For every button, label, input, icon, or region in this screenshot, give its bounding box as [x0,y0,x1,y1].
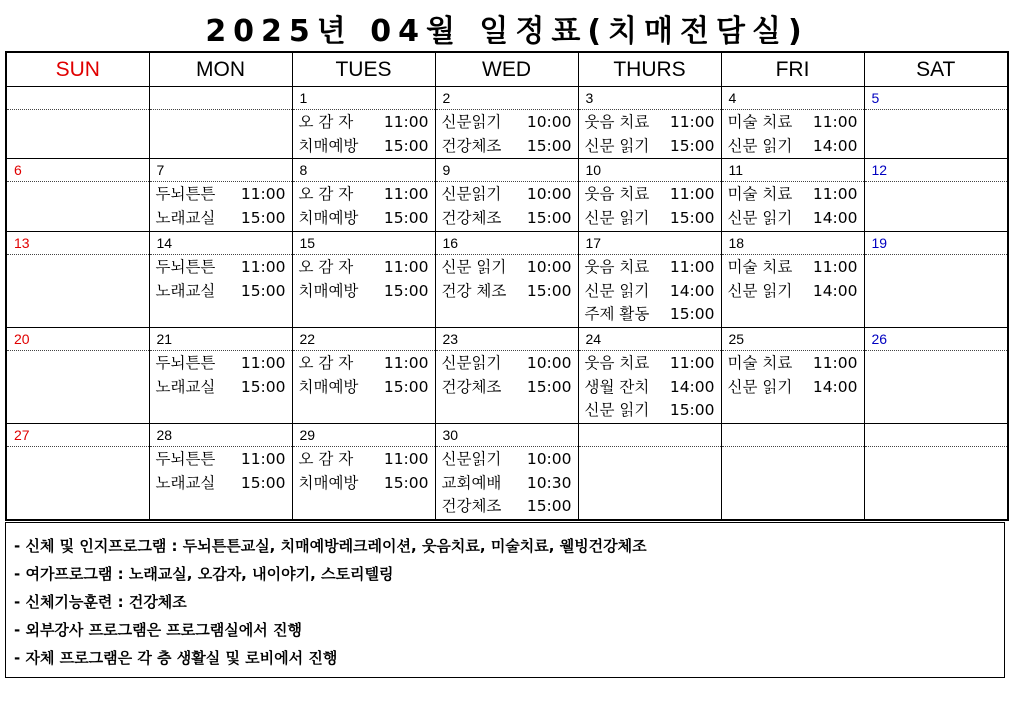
program-name: 미술 치료 [727,258,793,276]
date-number: 4 [721,87,864,110]
program-note: - 신체 및 인지프로그램 : 두뇌튼튼교실, 치매예방레크레이션, 웃음치료, 미술치료, 웰빙건강체조 [14,537,647,555]
day-cell [435,255,578,328]
week-date-row [6,328,1008,351]
program-name: 치매예방 [298,281,359,300]
day-cell [292,182,435,232]
program-name: 미술 치료 [727,185,793,203]
date-number: 6 [6,159,149,182]
week-date-row [6,232,1008,255]
program-time: 15:00 [669,208,715,227]
schedule-entry [299,256,435,280]
schedule-entry [585,303,721,327]
program-name: 건강체조 [441,136,502,155]
schedule-entry [156,207,292,231]
date-number: 28 [149,424,292,447]
program-name: 신문 읽기 [727,208,793,227]
day-cell [149,447,292,520]
date-number: 7 [149,159,292,182]
program-time: 11:00 [240,450,286,468]
program-name: 노래교실 [155,473,216,492]
day-cell [578,447,721,520]
day-cell [6,447,149,520]
day-cell [292,255,435,328]
program-name: 신문읽기 [441,113,502,131]
schedule-entry [728,111,864,135]
program-time: 15:00 [669,401,715,419]
program-time: 15:00 [526,281,572,300]
schedule-entry [728,183,864,207]
program-time: 15:00 [383,136,429,155]
schedule-entry [585,280,721,304]
date-number [6,87,149,110]
program-time: 10:00 [526,113,572,131]
date-number: 24 [578,328,721,351]
program-time: 14:00 [812,208,858,227]
date-number: 30 [435,424,578,447]
program-time: 15:00 [383,377,429,396]
day-cell [864,182,1008,232]
date-number: 17 [578,232,721,255]
schedule-entry [585,399,721,423]
day-cell [292,351,435,424]
program-time: 10:00 [526,450,572,468]
program-time: 15:00 [669,136,715,155]
date-number: 16 [435,232,578,255]
schedule-entry [156,376,292,400]
week-events-row [6,351,1008,424]
program-time: 11:00 [383,258,429,276]
day-cell [149,182,292,232]
program-name: 신문읽기 [441,450,502,468]
schedule-entry [299,135,435,159]
day-cell [721,255,864,328]
schedule-entry [442,135,578,159]
page-title: 2025년 04월 일정표(치매전담실) [205,14,809,49]
schedule-entry [156,256,292,280]
program-name: 미술 치료 [727,113,793,131]
program-time: 11:00 [812,185,858,203]
schedule-entry [585,207,721,231]
weekday-header-tue: TUES [292,52,435,87]
program-name: 주제 활동 [584,305,650,323]
week-date-row [6,159,1008,182]
schedule-entry [299,111,435,135]
date-number: 11 [721,159,864,182]
program-name: 신문읽기 [441,185,502,203]
program-note: - 외부강사 프로그램은 프로그램실에서 진행 [14,621,302,639]
schedule-entry [299,376,435,400]
program-time: 15:00 [383,281,429,300]
program-name: 오 감 자 [298,185,354,203]
day-cell [6,351,149,424]
schedule-entry [442,183,578,207]
date-number: 27 [6,424,149,447]
date-number: 14 [149,232,292,255]
schedule-entry [442,448,578,472]
program-time: 11:00 [383,450,429,468]
program-time: 15:00 [240,377,286,396]
weekday-header-fri: FRI [721,52,864,87]
schedule-entry [299,448,435,472]
program-name: 건강체조 [441,377,502,396]
schedule-entry [156,352,292,376]
program-time: 15:00 [526,208,572,227]
day-cell [6,110,149,159]
date-number: 10 [578,159,721,182]
date-number: 23 [435,328,578,351]
program-name: 오 감 자 [298,113,354,131]
schedule-entry [299,183,435,207]
program-time: 15:00 [240,208,286,227]
program-name: 신문 읽기 [584,281,650,300]
program-name: 신문 읽기 [727,377,793,396]
program-name: 생월 잔치 [584,377,650,396]
schedule-entry [585,111,721,135]
program-time: 11:00 [240,185,286,203]
program-time: 11:00 [240,258,286,276]
date-number: 13 [6,232,149,255]
date-number: 18 [721,232,864,255]
program-time: 14:00 [812,281,858,300]
program-time: 11:00 [812,113,858,131]
program-name: 웃음 치료 [584,258,650,276]
program-time: 10:00 [526,354,572,372]
day-cell [578,110,721,159]
program-time: 11:00 [383,354,429,372]
program-name: 노래교실 [155,208,216,227]
day-cell [435,110,578,159]
program-name: 신문 읽기 [584,136,650,155]
schedule-entry [156,183,292,207]
program-time: 11:00 [669,113,715,131]
schedule-entry [728,256,864,280]
program-time: 15:00 [383,473,429,492]
program-name: 두뇌튼튼 [155,354,216,372]
date-number: 1 [292,87,435,110]
program-time: 10:00 [526,258,572,276]
program-name: 미술 치료 [727,354,793,372]
program-time: 14:00 [669,377,715,396]
program-time: 14:00 [812,377,858,396]
schedule-entry [156,472,292,496]
date-number: 19 [864,232,1008,255]
day-cell [864,255,1008,328]
schedule-entry [156,448,292,472]
week-events-row [6,447,1008,520]
weekday-header-row [6,52,1008,87]
date-number [578,424,721,447]
day-cell [149,255,292,328]
day-cell [435,182,578,232]
program-time: 15:00 [526,497,572,515]
program-time: 11:00 [812,258,858,276]
schedule-entry [442,472,578,496]
program-name: 치매예방 [298,136,359,155]
program-name: 웃음 치료 [584,113,650,131]
program-name: 건강체조 [441,208,502,227]
date-number: 15 [292,232,435,255]
date-number: 20 [6,328,149,351]
schedule-entry [299,472,435,496]
schedule-entry [442,376,578,400]
schedule-entry [585,183,721,207]
program-name: 노래교실 [155,377,216,396]
program-time: 11:00 [383,113,429,131]
schedule-entry [299,207,435,231]
program-name: 두뇌튼튼 [155,185,216,203]
program-name: 치매예방 [298,208,359,227]
program-name: 오 감 자 [298,450,354,468]
day-cell [864,110,1008,159]
week-events-row [6,110,1008,159]
weekday-header-mon: MON [149,52,292,87]
weekday-header-thu: THURS [578,52,721,87]
program-name: 오 감 자 [298,354,354,372]
date-number: 26 [864,328,1008,351]
program-time: 11:00 [240,354,286,372]
program-time: 11:00 [383,185,429,203]
date-number: 8 [292,159,435,182]
day-cell [292,110,435,159]
program-time: 15:00 [383,208,429,227]
program-name: 신문읽기 [441,354,502,372]
schedule-entry [156,280,292,304]
date-number: 2 [435,87,578,110]
date-number: 29 [292,424,435,447]
date-number: 3 [578,87,721,110]
schedule-entry [442,111,578,135]
program-name: 노래교실 [155,281,216,300]
program-time: 15:00 [669,305,715,323]
schedule-entry [442,352,578,376]
weekday-header-sun: SUN [6,52,149,87]
program-note: - 자체 프로그램은 각 층 생활실 및 로비에서 진행 [14,649,338,667]
program-name: 건강체조 [441,497,502,515]
schedule-entry [442,256,578,280]
day-cell [6,255,149,328]
date-number: 5 [864,87,1008,110]
schedule-entry [442,280,578,304]
program-name: 두뇌튼튼 [155,258,216,276]
program-name: 교회예배 [441,473,502,492]
schedule-entry [585,352,721,376]
program-name: 신문 읽기 [727,281,793,300]
day-cell [578,351,721,424]
program-time: 11:00 [669,185,715,203]
day-cell [435,351,578,424]
day-cell [578,182,721,232]
day-cell [721,182,864,232]
weekday-header-sat: SAT [864,52,1008,87]
schedule-entry [728,207,864,231]
date-number [721,424,864,447]
program-time: 15:00 [240,473,286,492]
program-name: 건강 체조 [441,281,507,300]
schedule-entry [728,376,864,400]
program-time: 10:00 [526,185,572,203]
program-time: 11:00 [812,354,858,372]
program-time: 11:00 [669,258,715,276]
program-time: 10:30 [526,473,572,492]
day-cell [578,255,721,328]
schedule-entry [585,376,721,400]
day-cell [721,110,864,159]
schedule-entry [728,352,864,376]
program-name: 웃음 치료 [584,354,650,372]
date-number: 9 [435,159,578,182]
program-name: 오 감 자 [298,258,354,276]
date-number [864,424,1008,447]
week-events-row [6,255,1008,328]
schedule-entry [728,280,864,304]
day-cell [149,110,292,159]
week-date-row [6,87,1008,110]
program-time: 15:00 [526,377,572,396]
date-number: 22 [292,328,435,351]
program-name: 신문 읽기 [727,136,793,155]
program-name: 신문 읽기 [584,401,650,419]
program-time: 15:00 [526,136,572,155]
program-note: - 신체기능훈련 : 건강체조 [14,593,187,611]
schedule-entry [299,280,435,304]
day-cell [864,351,1008,424]
date-number: 25 [721,328,864,351]
program-name: 두뇌튼튼 [155,450,216,468]
weekday-header-wed: WED [435,52,578,87]
schedule-entry [585,256,721,280]
program-name: 치매예방 [298,473,359,492]
schedule-entry [299,352,435,376]
calendar-table [5,51,1009,521]
day-cell [149,351,292,424]
day-cell [292,447,435,520]
schedule-entry [442,495,578,519]
program-notes-box [5,522,1005,678]
week-date-row [6,424,1008,447]
program-time: 14:00 [669,281,715,300]
program-time: 15:00 [240,281,286,300]
program-name: 치매예방 [298,377,359,396]
program-name: 웃음 치료 [584,185,650,203]
day-cell [864,447,1008,520]
program-note: - 여가프로그램 : 노래교실, 오감자, 내이야기, 스토리텔링 [14,565,394,583]
date-number: 21 [149,328,292,351]
week-events-row [6,182,1008,232]
schedule-entry [728,135,864,159]
schedule-entry [442,207,578,231]
program-name: 신문 읽기 [584,208,650,227]
program-time: 11:00 [669,354,715,372]
schedule-entry [585,135,721,159]
day-cell [721,447,864,520]
day-cell [435,447,578,520]
date-number [149,87,292,110]
day-cell [6,182,149,232]
program-name: 신문 읽기 [441,258,507,276]
date-number: 12 [864,159,1008,182]
program-time: 14:00 [812,136,858,155]
day-cell [721,351,864,424]
